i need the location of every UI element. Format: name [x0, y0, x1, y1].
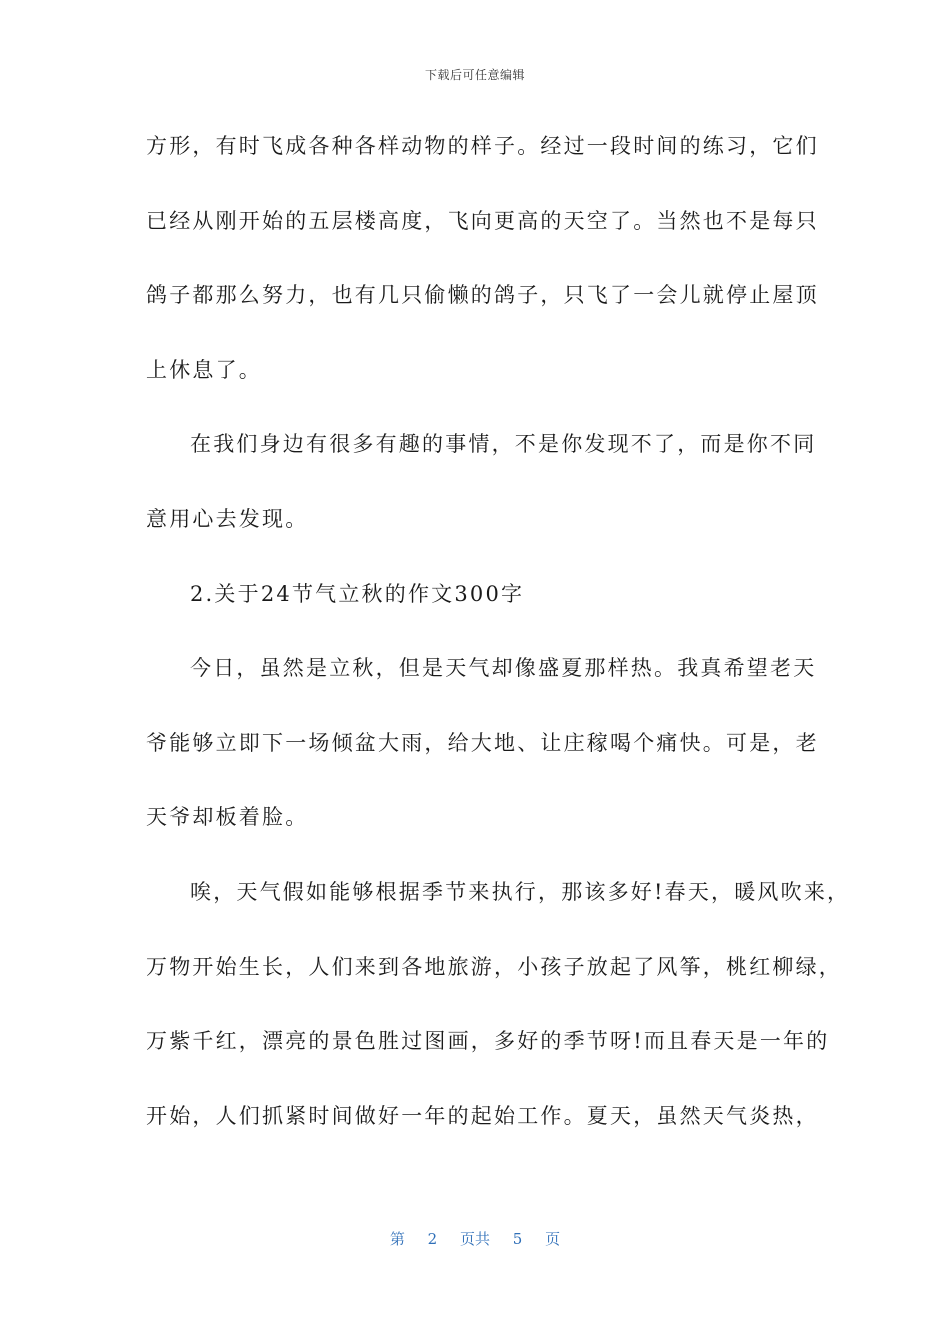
document-body	[146, 124, 851, 1168]
footer-prefix: 第	[389, 1230, 405, 1248]
text-line-13: 万紫千红，漂亮的景色胜过图画，多好的季节呀!而且春天是一年的	[146, 1029, 830, 1054]
section-heading: 2.关于24节气立秋的作文300字	[190, 581, 525, 606]
text-line-10: 天爷却板着脸。	[146, 805, 309, 830]
text-line-12: 万物开始生长，人们来到各地旅游，小孩子放起了风筝，桃红柳绿，	[146, 954, 842, 979]
text-line-9: 爷能够立即下一场倾盆大雨，给大地、让庄稼喝个痛快。可是，老	[146, 730, 819, 755]
text-line-6: 意用心去发现。	[146, 506, 309, 531]
footer-total-pages: 5	[512, 1230, 523, 1248]
footer-middle: 页共	[459, 1230, 490, 1248]
text-line-2: 已经从刚开始的五层楼高度，飞向更高的天空了。当然也不是每只	[146, 208, 819, 233]
footer-suffix: 页	[545, 1230, 561, 1248]
page-footer	[0, 1228, 950, 1249]
text-line-14: 开始，人们抓紧时间做好一年的起始工作。夏天，虽然天气炎热，	[146, 1103, 819, 1128]
text-line-5: 在我们身边有很多有趣的事情，不是你发现不了，而是你不同	[190, 432, 817, 457]
text-line-4: 上休息了。	[146, 357, 262, 382]
text-line-3: 鸽子都那么努力，也有几只偷懒的鸽子，只飞了一会儿就停止屋顶	[146, 283, 819, 308]
text-line-1: 方形，有时飞成各种各样动物的样子。经过一段时间的练习，它们	[146, 134, 819, 158]
footer-page-number: 2	[427, 1230, 438, 1248]
text-line-11: 唉，天气假如能够根据季节来执行，那该多好!春天，暖风吹来，	[190, 879, 851, 904]
text-line-8: 今日，虽然是立秋，但是天气却像盛夏那样热。我真希望老天	[190, 656, 817, 681]
page-header: 下载后可任意编辑	[424, 68, 525, 82]
